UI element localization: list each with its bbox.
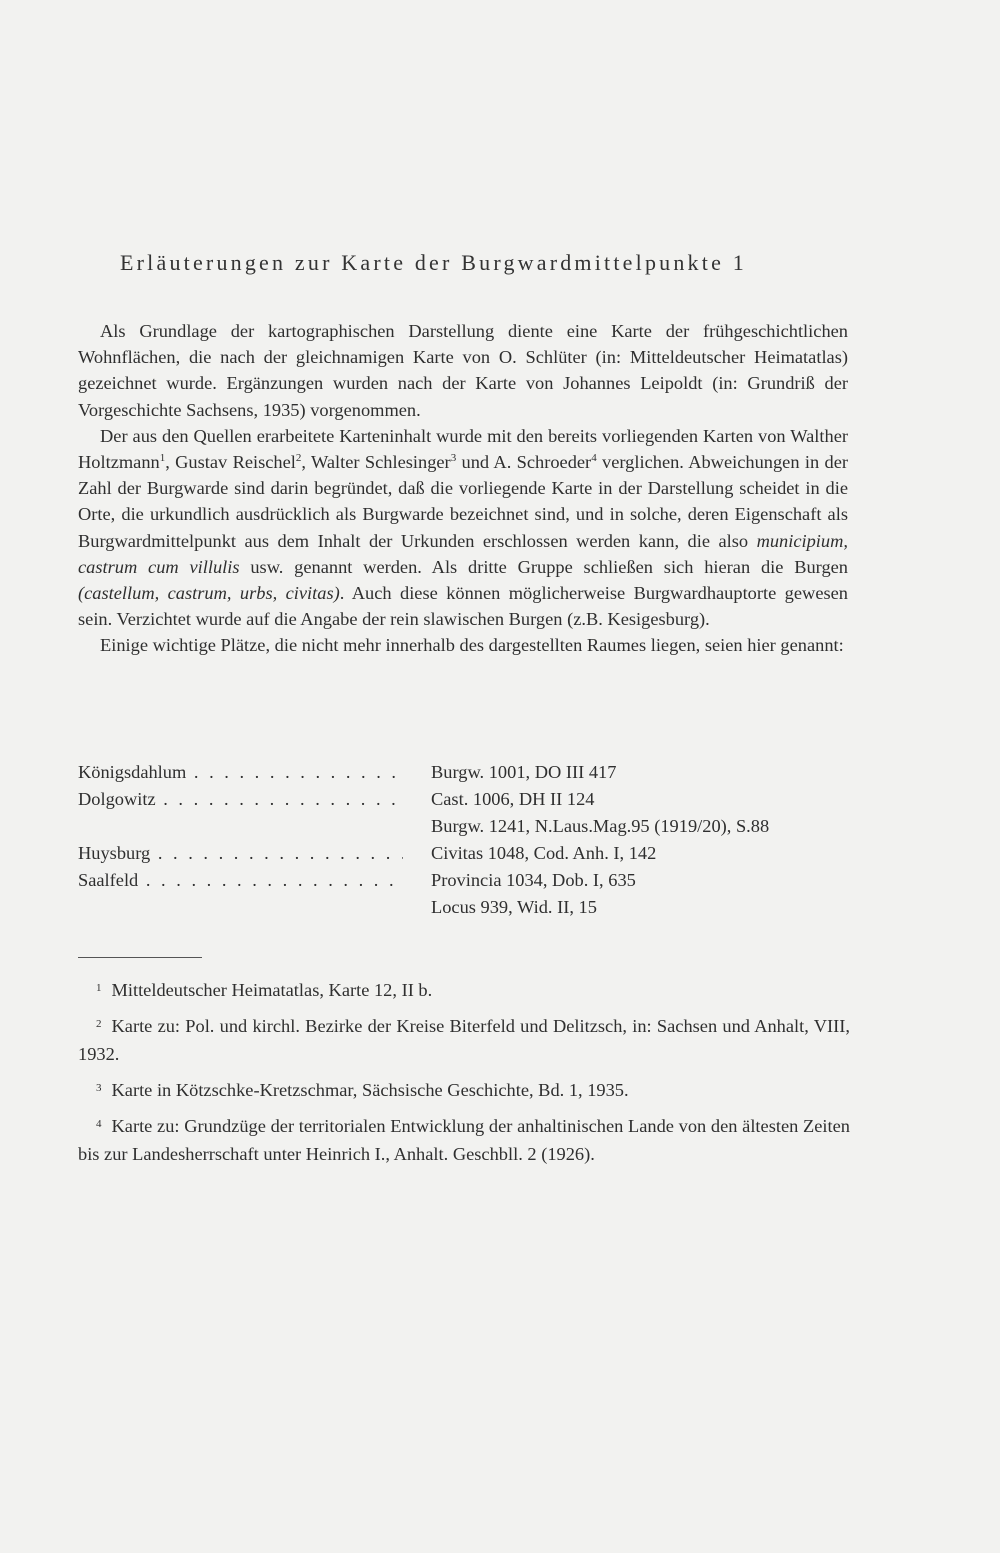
paragraph-2-part-a: Der aus den Quellen erarbeitete Karteninhalt wurde mit den bereits vorliegenden Karten von Walther Holtzmann [78,425,848,473]
place-reference: Provincia 1034, Dob. I, 635 [431,870,636,890]
footnote-number: 2 [96,1018,102,1030]
paragraph-3: Einige wichtige Plätze, die nicht mehr innerhalb des dargestellten Raumes liegen, seien hier genannt: [100,635,844,656]
paragraph-2-part-f: usw. genannt werden. Als dritte Gruppe schließen sich hieran die Burgen [239,556,849,577]
place-row [78,816,858,843]
place-reference: Cast. 1006, DH II 124 [431,789,595,809]
footnote-4 [78,1110,850,1168]
footnote-text: Karte zu: Pol. und kirchl. Bezirke der Kreise Biterfeld und Delitzsch, in: Sachsen und Anhalt, VIII, 1932. [78,1016,850,1064]
paragraph-2-part-e: verglichen. Abweichungen in der Zahl der Burgwarde sind darin begründet, daß die vorliegende Karte in der Darstellung scheidet in die Orte, die urkundlich ausdrücklich als Burgwarde bezeichnet sind, und in solche, deren Eigenschaft als Burgwardmittelpunkt aus dem Inhalt der Urkunden erschlossen werden kann, die also [78,452,848,551]
place-row [78,870,858,897]
footnote-number: 3 [96,1082,102,1094]
paragraph-1: Als Grundlage der kartographischen Darstellung diente eine Karte der frühgeschichtlichen Wohnflächen, die nach der gleichnamigen Karte von O. Schlüter (in: Mitteldeutscher Heimatatlas) gezeichnet wurde. Ergänzungen wurden nach der Karte von Johannes Leipoldt (in: Grundriß der Vorgeschichte Sachsens, 1935) vorgenommen. [78,321,848,420]
paragraph-2-part-b: , Gustav Reischel [165,452,296,473]
footnote-number: 4 [96,1118,102,1130]
footnote-1 [78,974,850,1004]
paragraph-2 [78,423,848,633]
footnote-ref-2: 2 [295,452,302,465]
footnote-ref-4: 4 [591,452,597,465]
footnote-number: 1 [96,982,102,994]
place-row [78,897,858,924]
footnote-text: Mitteldeutscher Heimatatlas, Karte 12, II b. [111,980,433,1000]
footnote-text: Karte in Kötzschke-Kretzschmar, Sächsische Geschichte, Bd. 1, 1935. [111,1080,629,1100]
footnotes [78,974,850,1174]
place-row [78,843,858,870]
places-list [78,762,858,924]
paragraph-2-part-d: und A. Schroeder [456,452,592,473]
page-title: Erläuterungen zur Karte der Burgwardmittelpunkte 1 [120,250,747,275]
place-reference: Locus 939, Wid. II, 15 [431,897,597,917]
place-row [78,762,858,789]
place-name: Königsdahlum . . . [78,762,403,783]
paragraph-2-part-c: , Walter Schlesinger [301,452,451,473]
place-name: Saalfeld . . . [78,870,403,891]
place-row [78,789,858,816]
place-reference: Civitas 1048, Cod. Anh. I, 142 [431,843,657,863]
place-reference: Burgw. 1001, DO III 417 [431,762,617,782]
place-name: Dolgowitz . . . [78,789,403,810]
footnote-3 [78,1074,850,1104]
footnote-ref-1: 1 [159,452,166,465]
paragraph-2-italic-1: municipium, castrum cum villulis [78,530,848,577]
footnote-2 [78,1010,850,1068]
footnote-text: Karte zu: Grundzüge der territorialen Entwicklung der anhaltinischen Lande von den ältesten Zeiten bis zur Landesherrschaft unter Heinrich I., Anhalt. Geschbll. 2 (1926). [78,1116,850,1164]
place-reference: Burgw. 1241, N.Laus.Mag.95 (1919/20), S.88 [431,816,770,836]
paragraph-2-part-g: . Auch diese können möglicherweise Burgwardhauptorte gewesen sein. Verzichtet wurde auf die Angabe der rein slawischen Burgen (z.B. Kesigesburg). [78,583,848,630]
body-text [78,318,848,659]
paragraph-2-italic-2: (castellum, castrum, urbs, civitas) [78,583,340,604]
footnote-ref-3: 3 [450,452,457,465]
footnote-divider [78,957,202,958]
place-name: Huysburg . . . [78,843,403,864]
